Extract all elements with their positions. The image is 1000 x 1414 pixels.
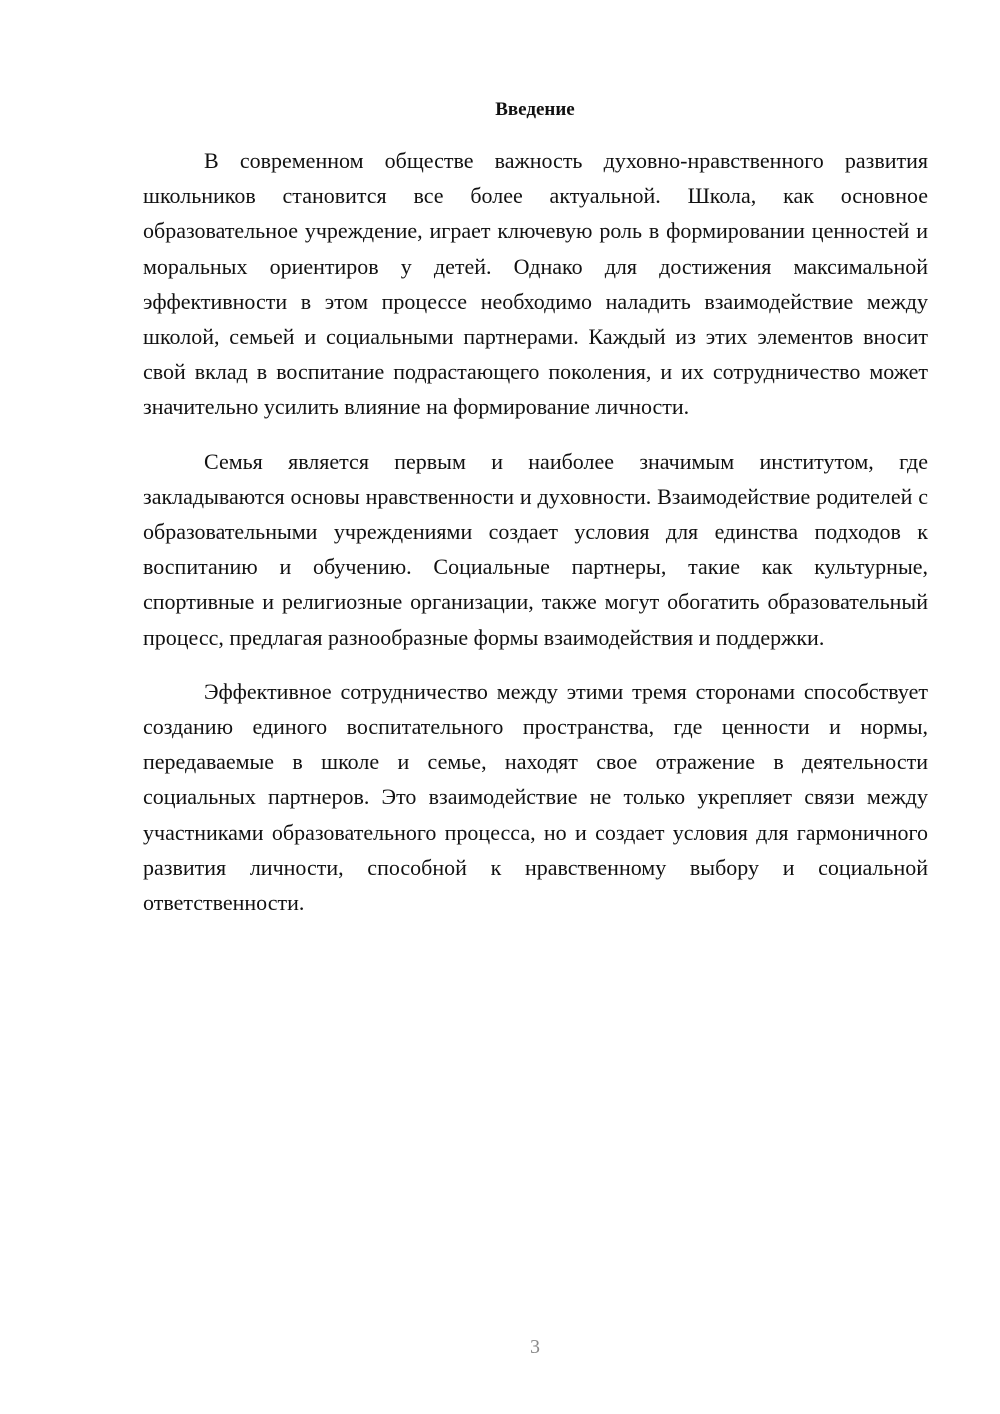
paragraph-2: Семья является первым и наиболее значимым институтом, где закладываются основы нравственности и духовности. Взаимодействие родителей с образовательными учреждениями создает условия для единства подходов к воспитанию и обучению. Социальные партнеры, такие как культурные, спортивные и религиозные организации, также могут обогатить образовательный процесс, предлагая разнообразные формы взаимодействия и поддержки.	[143, 448, 928, 650]
paragraph-3: Эффективное сотрудничество между этими тремя сторонами способствует созданию единого воспитательного пространства, где ценности и нормы, передаваемые в школе и семье, находят свое отражение в деятельности социальных партнеров. Это взаимодействие не только укрепляет связи между участниками образовательного процесса, но и создает условия для гармоничного развития личности, способной к нравственному выбору и социальной ответственности.	[143, 678, 928, 916]
paragraph-1: В современном обществе важность духовно-нравственного развития школьников становится все более актуальной. Школа, как основное образовательное учреждение, играет ключевую роль в формировании ценностей и моральных ориентиров у детей. Однако для достижения максимальной эффективности в этом процессе необходимо наладить взаимодействие между школой, семьей и социальными партнерами. Каждый из этих элементов вносит свой вклад в воспитание подрастающего поколения, и их сотрудничество может значительно усилить влияние на формирование личности.	[143, 148, 928, 420]
body-text	[143, 143, 928, 920]
section-heading: Введение	[495, 99, 575, 120]
page-number: 3	[530, 1336, 540, 1358]
